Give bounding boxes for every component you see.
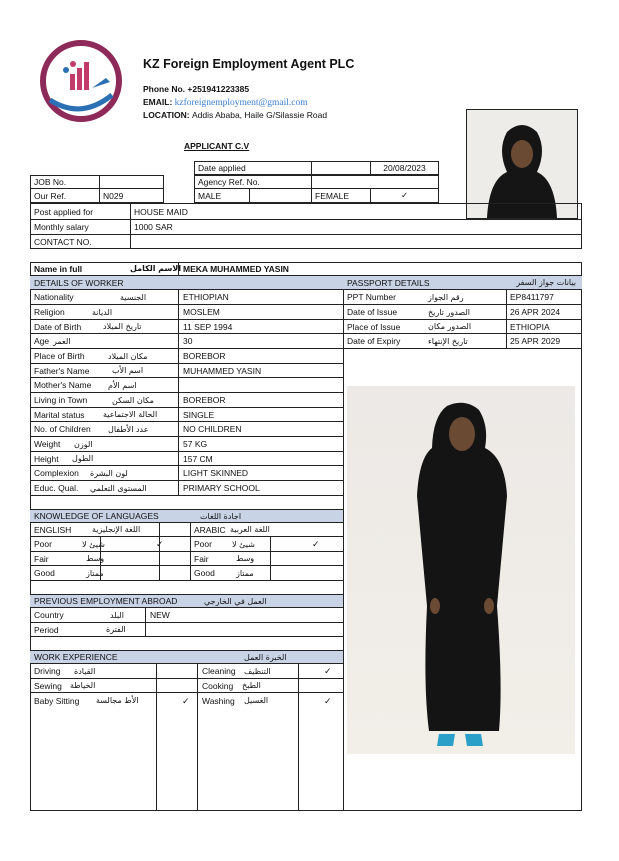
- passport-row: [343, 290, 582, 305]
- gender-male-label: MALE: [194, 188, 250, 203]
- worker-row: [30, 452, 343, 466]
- passport-row-label: Date of Issue: [347, 307, 398, 317]
- worker-row: [30, 437, 343, 452]
- worker-row: [30, 408, 343, 422]
- language-level-row: [30, 537, 343, 552]
- worker-row-value: MUHAMMED YASIN: [183, 365, 262, 376]
- english-level-label-ar: ممتاز: [86, 568, 104, 578]
- passport-row-label-ar: رقم الجواز: [428, 292, 464, 302]
- languages-title-ar: اجادة اللغات: [200, 511, 242, 521]
- passport-row: [343, 320, 582, 334]
- skill-label: Sewing: [34, 680, 62, 691]
- lang-divider-4: [270, 537, 271, 581]
- passport-details-header: [343, 276, 582, 290]
- worker-row-label-ar: العمر: [53, 336, 71, 346]
- arabic-check-icon: ✓: [312, 538, 320, 549]
- worker-row-label-ar: الحالة الاجتماعية: [103, 410, 158, 419]
- arabic-level-label-ar: وسط: [236, 554, 255, 563]
- exp-divider-3: [298, 664, 299, 811]
- passport-value-divider: [506, 290, 507, 349]
- work-experience-title: WORK EXPERIENCE: [34, 652, 118, 662]
- worker-row: [30, 320, 343, 334]
- country-value: NEW: [150, 610, 170, 620]
- english-label-ar: اللغة الإنجليزية: [92, 525, 141, 534]
- worker-row-label-ar: المستوى التعلمي: [90, 483, 147, 493]
- passport-details-title-ar: بيانات جواز السفر: [516, 278, 576, 287]
- our-ref-value: N029: [99, 188, 164, 203]
- previous-country-row: [30, 608, 343, 623]
- date-applied-value: 20/08/2023: [370, 161, 439, 175]
- country-label: Country: [34, 610, 64, 620]
- worker-row-label-ar: اسم الأب: [112, 366, 144, 375]
- passport-row: [343, 334, 582, 349]
- email-link[interactable]: kzforeignemployment@gmail.com: [174, 98, 308, 108]
- passport-row-value: 26 APR 2024: [510, 307, 561, 317]
- worker-row-label: Nationality: [34, 292, 74, 302]
- date-applied-label: Date applied: [194, 161, 312, 175]
- passport-row-value: ETHIOPIA: [510, 321, 550, 332]
- skill-label: Washing: [202, 696, 235, 706]
- arabic-level-label: Fair: [194, 553, 209, 564]
- passport-row-value: EP8411797: [510, 292, 554, 302]
- arabic-level-label: Poor: [194, 539, 212, 549]
- job-no-label: JOB No.: [30, 175, 100, 189]
- worker-row-label-ar: مكان السكن: [112, 395, 154, 405]
- name-divider: [178, 262, 179, 276]
- worker-row-label-ar: لون البشرة: [90, 468, 128, 478]
- name-value: MEKA MUHAMMED YASIN: [183, 263, 289, 274]
- arabic-level-label-ar: ممتاز: [236, 568, 254, 578]
- worker-row-value: LIGHT SKINNED: [183, 468, 249, 478]
- arabic-label-ar: اللغة العربية: [230, 525, 270, 534]
- english-level-label-ar: وسط: [86, 554, 105, 563]
- worker-row-value: NO CHILDREN: [183, 424, 242, 434]
- worker-row-label: Place of Birth: [34, 351, 85, 361]
- worker-row-value: ETHIOPIAN: [183, 292, 229, 302]
- post-applied-value: HOUSE MAID: [130, 203, 582, 220]
- passport-row-label-ar: الصدور تاريخ: [428, 307, 470, 317]
- previous-employment-header: [30, 594, 343, 608]
- worker-row-label-ar: الجنسية: [120, 292, 147, 302]
- english-check-icon: ✓: [156, 538, 164, 549]
- passport-row-value: 25 APR 2029: [510, 336, 561, 346]
- passport-row-label: Place of Issue: [347, 321, 401, 332]
- passport-row-label-ar: الصدور مكان: [428, 322, 472, 331]
- gender-female-box[interactable]: [370, 188, 439, 203]
- experience-row: [30, 679, 343, 693]
- email-label: EMAIL:: [143, 97, 175, 107]
- skill-label-ar: الغسيل: [244, 696, 269, 705]
- language-level-row: [30, 566, 343, 581]
- worker-row: [30, 349, 343, 364]
- worker-row-label: Age: [34, 336, 50, 346]
- previous-period-row: [30, 623, 343, 637]
- date-applied-blank: [311, 161, 371, 175]
- worker-row-label: Complexion: [34, 468, 79, 478]
- worker-row-label: Weight: [34, 439, 61, 449]
- passport-row-label: Date of Expiry: [347, 336, 401, 346]
- skill-check-icon: ✓: [182, 696, 190, 706]
- name-row: [30, 262, 582, 276]
- passport-row-label-ar: تاريخ الإنتهاء: [428, 336, 468, 346]
- exp-divider-2: [197, 664, 198, 811]
- arabic-level-label: Good: [194, 568, 215, 578]
- passport-row: [343, 305, 582, 320]
- worker-row: [30, 290, 343, 305]
- worker-row-label: Mother's Name: [34, 380, 92, 390]
- experience-row: [30, 693, 343, 811]
- english-level-label-ar: شيئ لا: [82, 539, 105, 549]
- worker-details-header: [30, 276, 343, 290]
- company-name: KZ Foreign Employment Agent PLC: [143, 57, 355, 71]
- worker-value-divider: [178, 290, 179, 496]
- worker-row-label-ar: مكان الميلاد: [108, 351, 148, 361]
- experience-row: [30, 664, 343, 679]
- english-level-label: Good: [34, 568, 55, 578]
- lang-divider-3: [190, 523, 191, 581]
- worker-row-label: Living in Town: [34, 395, 88, 405]
- job-no-value: [99, 175, 164, 189]
- worker-row-value: MOSLEM: [183, 307, 220, 317]
- worker-row: [30, 378, 343, 393]
- worker-row-value: 157 CM: [183, 453, 213, 464]
- skill-check-icon: ✓: [324, 696, 332, 706]
- worker-row-value: PRIMARY SCHOOL: [183, 483, 260, 493]
- previous-employment-title-ar: العمل في الخارجي: [204, 596, 267, 606]
- location-value: Addis Ababa, Haile G/Silassie Road: [191, 110, 328, 120]
- worker-row-value: BOREBOR: [183, 351, 226, 361]
- english-level-label: Fair: [34, 553, 49, 564]
- worker-row: [30, 422, 343, 437]
- skill-label-ar: القيادة: [74, 666, 96, 676]
- skill-label-ar: التنظيف: [244, 666, 271, 676]
- worker-row-label: Religion: [34, 307, 65, 317]
- worker-details-title: DETAILS OF WORKER: [34, 277, 124, 288]
- passport-details-title: PASSPORT DETAILS: [347, 277, 430, 288]
- worker-row: [30, 305, 343, 320]
- contact-no-value: [130, 234, 582, 249]
- worker-row-label-ar: الطول: [72, 454, 94, 463]
- skill-label-ar: الأط مجالسة: [96, 696, 139, 705]
- worker-row-label: Marital status: [34, 409, 85, 420]
- period-label-ar: الفترة: [106, 625, 126, 634]
- main-divider: [343, 276, 344, 811]
- languages-header: [30, 509, 343, 523]
- work-experience-header: [30, 650, 343, 664]
- language-level-row: [30, 552, 343, 566]
- skill-label: Baby Sitting: [34, 696, 80, 706]
- document-title: APPLICANT C.V: [184, 141, 250, 151]
- company-email: [143, 97, 308, 108]
- worker-row-label: Educ. Qual.: [34, 483, 79, 493]
- worker-row: [30, 393, 343, 408]
- agency-ref-label: Agency Ref. No.: [194, 175, 312, 189]
- post-applied-label: Post applied for: [30, 203, 131, 220]
- languages-title: KNOWLEDGE OF LANGUAGES: [34, 511, 159, 521]
- skill-label-ar: الطبخ: [242, 681, 261, 690]
- full-body-photo: [347, 386, 575, 754]
- contact-no-label: CONTACT NO.: [30, 234, 131, 249]
- phone-label: Phone No.: [143, 84, 188, 94]
- worker-row: [30, 364, 343, 378]
- name-label: Name in full: [34, 263, 83, 274]
- lang-divider-2: [159, 523, 160, 581]
- worker-row-value: BOREBOR: [183, 395, 226, 405]
- phone-value: +251941223385: [187, 84, 250, 94]
- worker-row: [30, 466, 343, 481]
- worker-row-label-ar: تاريخ الميلاد: [103, 322, 142, 331]
- skill-label: Cleaning: [202, 666, 236, 676]
- name-label-ar: الاسم الكامل: [130, 264, 182, 273]
- skill-check-icon: ✓: [324, 665, 332, 676]
- worker-row-label-ar: الوزن: [74, 439, 93, 449]
- check-icon: ✓: [400, 190, 409, 200]
- worker-row-value: 30: [183, 336, 193, 346]
- english-level-label: Poor: [34, 539, 52, 549]
- worker-row-label: Date of Birth: [34, 321, 82, 332]
- location-label: LOCATION:: [143, 110, 192, 120]
- gender-female-label: FEMALE: [311, 188, 371, 203]
- exp-divider-1: [156, 664, 157, 811]
- country-label-ar: البلد: [110, 610, 124, 620]
- passport-row-label: PPT Number: [347, 292, 396, 302]
- company-logo: [40, 40, 122, 122]
- skill-label: Driving: [34, 666, 61, 676]
- prev-divider: [145, 608, 146, 637]
- worker-row-label-ar: اسم الأم: [108, 380, 137, 390]
- company-phone: [143, 84, 249, 94]
- worker-row-label: Height: [34, 453, 59, 464]
- worker-row-label-ar: الديانة: [92, 307, 113, 317]
- worker-row-label: No. of Children: [34, 424, 91, 434]
- languages-names-row: [30, 523, 343, 537]
- skill-label: Cooking: [202, 680, 234, 691]
- lang-divider-1: [100, 537, 101, 581]
- english-label: ENGLISH: [34, 524, 72, 535]
- worker-row-label-ar: عدد الأطفال: [108, 424, 149, 434]
- our-ref-label: Our Ref.: [30, 188, 100, 203]
- monthly-salary-label: Monthly salary: [30, 219, 131, 235]
- monthly-salary-value: 1000 SAR: [130, 219, 582, 235]
- work-experience-title-ar: الخبرة العمل: [244, 652, 287, 662]
- worker-row: [30, 334, 343, 349]
- gender-male-box[interactable]: [249, 188, 312, 203]
- worker-row: [30, 481, 343, 496]
- worker-row-value: 11 SEP 1994: [183, 321, 233, 332]
- agency-ref-value: [311, 175, 439, 189]
- arabic-level-label-ar: شيئ لا: [232, 539, 255, 549]
- skill-label-ar: الخياطة: [70, 681, 96, 690]
- worker-row-value: SINGLE: [183, 409, 215, 420]
- company-location: [143, 110, 327, 120]
- worker-row-label: Father's Name: [34, 365, 90, 376]
- arabic-label: ARABIC: [194, 524, 226, 535]
- previous-employment-title: PREVIOUS EMPLOYMENT ABROAD: [34, 596, 178, 606]
- period-label: Period: [34, 624, 59, 635]
- worker-row-value: 57 KG: [183, 439, 208, 449]
